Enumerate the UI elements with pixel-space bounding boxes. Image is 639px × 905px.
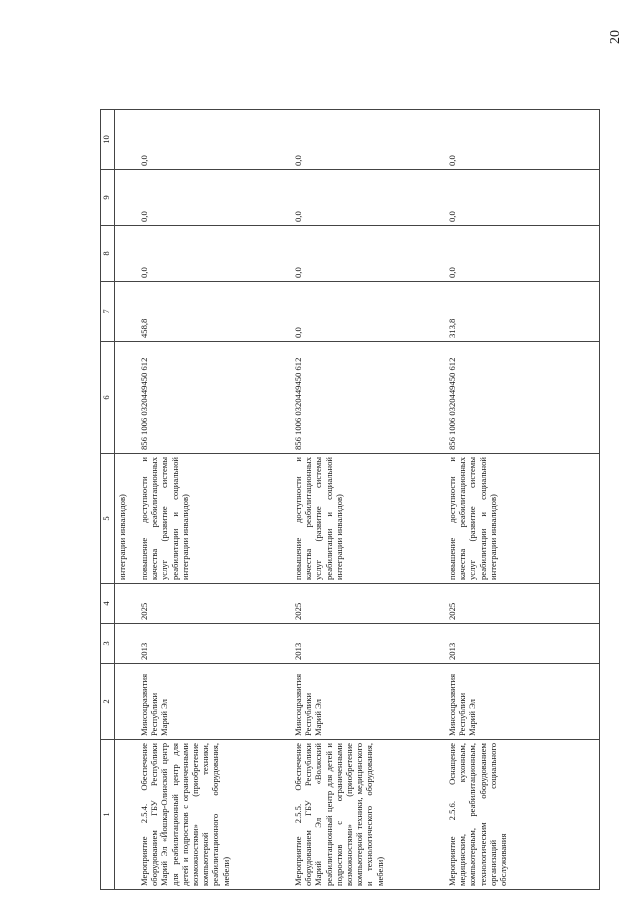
cell-code [115,342,138,454]
cell-c10: 0,0 [137,110,291,170]
cell-c8: 0,0 [445,226,600,282]
cell-goal: повышение доступности и качества реабилитационных услуг (развитие системы реабилитации и социальной интеграции инвалидов) [291,454,445,584]
cell-code: 856 1006 0320449450 612 [445,342,600,454]
cell-activity [115,740,138,890]
cell-start: 2013 [137,624,291,664]
header-cell: 5 [101,454,115,584]
cell-start: 2013 [291,624,445,664]
table-row [445,110,600,890]
program-activities-table [100,109,600,890]
cell-code: 856 1006 0320449450 612 [137,342,291,454]
cell-end: 2025 [445,584,600,624]
header-cell: 8 [101,226,115,282]
cell-executor: Минсоцразвития Республики Марий Эл [137,664,291,740]
cell-executor: Минсоцразвития Республики Марий Эл [445,664,600,740]
cell-c9: 0,0 [291,170,445,226]
header-row [101,110,115,890]
header-cell: 10 [101,110,115,170]
rotated-table-wrapper [100,110,620,890]
cell-c10: 0,0 [445,110,600,170]
header-cell: 6 [101,342,115,454]
cell-c8 [115,226,138,282]
header-cell: 3 [101,624,115,664]
cell-code: 856 1006 0320449450 612 [291,342,445,454]
cell-c10: 0,0 [291,110,445,170]
cell-c9 [115,170,138,226]
header-cell: 9 [101,170,115,226]
continuation-row [115,110,138,890]
cell-activity: Мероприятие 2.5.4. Обеспечение оборудованием ГБУ Республики Марий Эл «Йошкар-Олинский центр для реабилитационный центр для детей и подростков с ограниченными возможностями» (приобретение компьютерной техники, реабилитационного оборудования, мебели) [137,740,291,890]
cell-end [115,584,138,624]
cell-executor: Минсоцразвития Республики Марий Эл [291,664,445,740]
cell-c7 [115,282,138,342]
cell-start: 2013 [445,624,600,664]
cell-start [115,624,138,664]
cell-end: 2025 [291,584,445,624]
cell-activity: Мероприятие 2.5.5. Обеспечение оборудованием ГБУ Республики Марий Эл «Волжский реабилитационный центр для детей и подростков с ограниченными возможностями» (приобретение компьютерной техники, медицинского и технологического оборудования, мебели) [291,740,445,890]
cell-c9: 0,0 [445,170,600,226]
header-cell: 7 [101,282,115,342]
cell-c8: 0,0 [137,226,291,282]
cell-goal: повышение доступности и качества реабилитационных услуг (развитие системы реабилитации и социальной интеграции инвалидов) [137,454,291,584]
header-cell: 4 [101,584,115,624]
cell-c7: 313,8 [445,282,600,342]
header-cell: 1 [101,740,115,890]
cell-c7: 458,8 [137,282,291,342]
table-row [137,110,291,890]
cell-executor [115,664,138,740]
cell-c9: 0,0 [137,170,291,226]
cell-activity: Мероприятие 2.5.6. Оснащение медицинским, кухонным, компьютерным, реабилитационным, технологическим оборудованием организаций социального обслуживания [445,740,600,890]
cell-end: 2025 [137,584,291,624]
cell-goal: повышение доступности и качества реабилитационных услуг (развитие системы реабилитации и социальной интеграции инвалидов) [445,454,600,584]
page-number: 20 [608,30,623,44]
cell-c7: 0,0 [291,282,445,342]
cell-c8: 0,0 [291,226,445,282]
cell-goal: интеграции инвалидов) [115,454,138,584]
cell-c10 [115,110,138,170]
table-row [291,110,445,890]
header-cell: 2 [101,664,115,740]
